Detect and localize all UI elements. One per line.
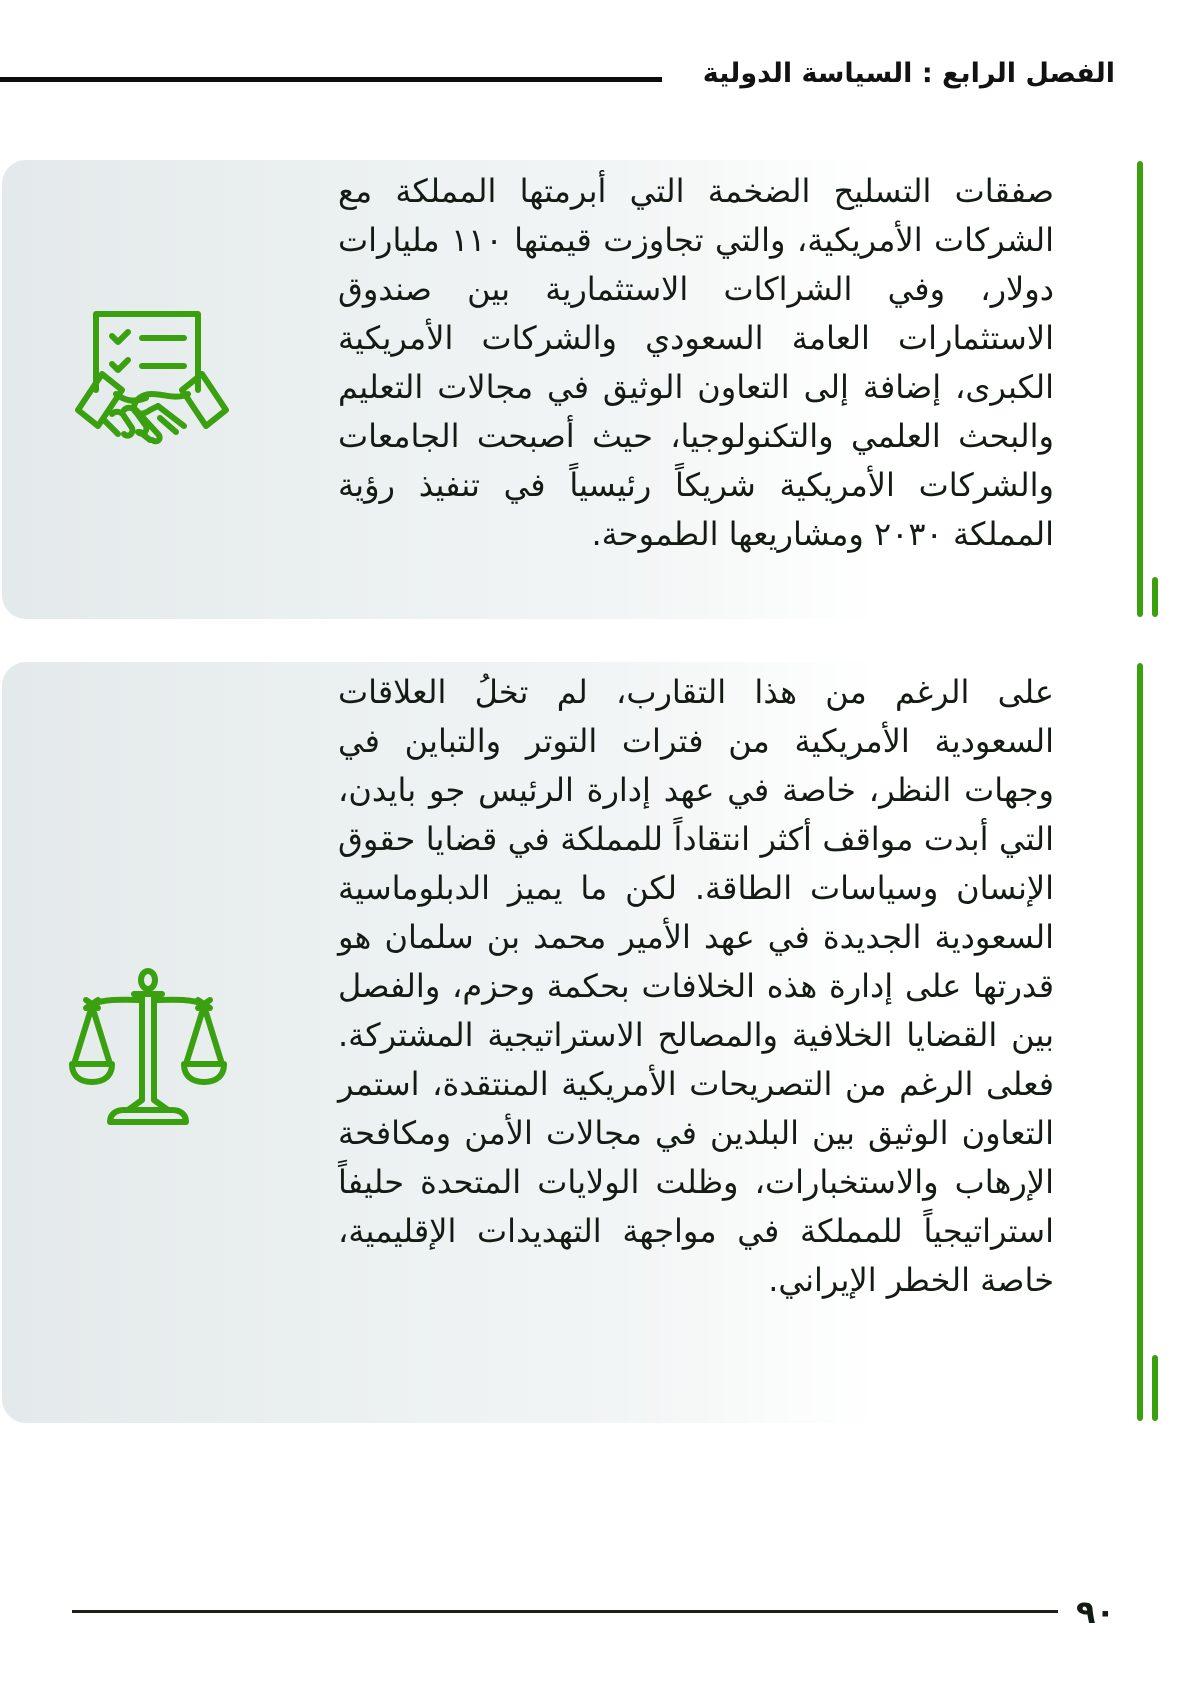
- content-panel-1: [2, 160, 1122, 619]
- accent-bar-short: [1152, 577, 1158, 617]
- section-paragraph: على الرغم من هذا التقارب، لم تخلُ العلاقات السعودية الأمريكية من فترات التوتر والتباين في وجهات النظر، خاصة في عهد إدارة الرئيس جو بايدن، التي أبدت مواقف أكثر انتقاداً للمملكة في قضايا حقوق الإنسان وسياسات الطاقة. لكن ما يميز الدبلوماسية السعودية الجديدة في عهد الأمير محمد بن سلمان هو قدرتها على إدارة هذه الخلافات بحكمة وحزم، والفصل بين القضايا الخلافية والمصالح الاستراتيجية المشتركة. فعلى الرغم من التصريحات الأمريكية المنتقدة، استمر التعاون الوثيق بين البلدين في مجالات الأمن ومكافحة الإرهاب والاستخبارات، وظلت الولايات المتحدة حليفاً استراتيجياً للمملكة في مواجهة التهديدات الإقليمية، خاصة الخطر الإيراني.: [338, 673, 1054, 1299]
- accent-bar: [1137, 663, 1143, 1421]
- header-divider: [0, 77, 662, 82]
- accent-bar: [1137, 161, 1143, 617]
- page-number: ٩٠: [1075, 1593, 1115, 1631]
- accent-bar-short: [1152, 1355, 1158, 1421]
- content-panel-2: [2, 662, 1122, 1423]
- handshake-contract-icon: [72, 310, 232, 470]
- scales-of-justice-icon: [68, 968, 228, 1128]
- footer-divider: [72, 1610, 1058, 1613]
- chapter-title: الفصل الرابع : السياسة الدولية: [702, 58, 1115, 89]
- section-paragraph: صفقات التسليح الضخمة التي أبرمتها المملكة مع الشركات الأمريكية، والتي تجاوزت قيمتها ١١٠ مليارات دولار، وفي الشراكات الاستثمارية بين صندوق الاستثمارات العامة السعودي والشركات الأمريكية الكبرى، إضافة إلى التعاون الوثيق في مجالات التعليم والبحث العلمي والتكنولوجيا، حيث أصبحت الجامعات والشركات الأمريكية شريكاً رئيسياً في تنفيذ رؤية المملكة ٢٠٣٠ ومشاريعها الطموحة.: [338, 172, 1055, 553]
